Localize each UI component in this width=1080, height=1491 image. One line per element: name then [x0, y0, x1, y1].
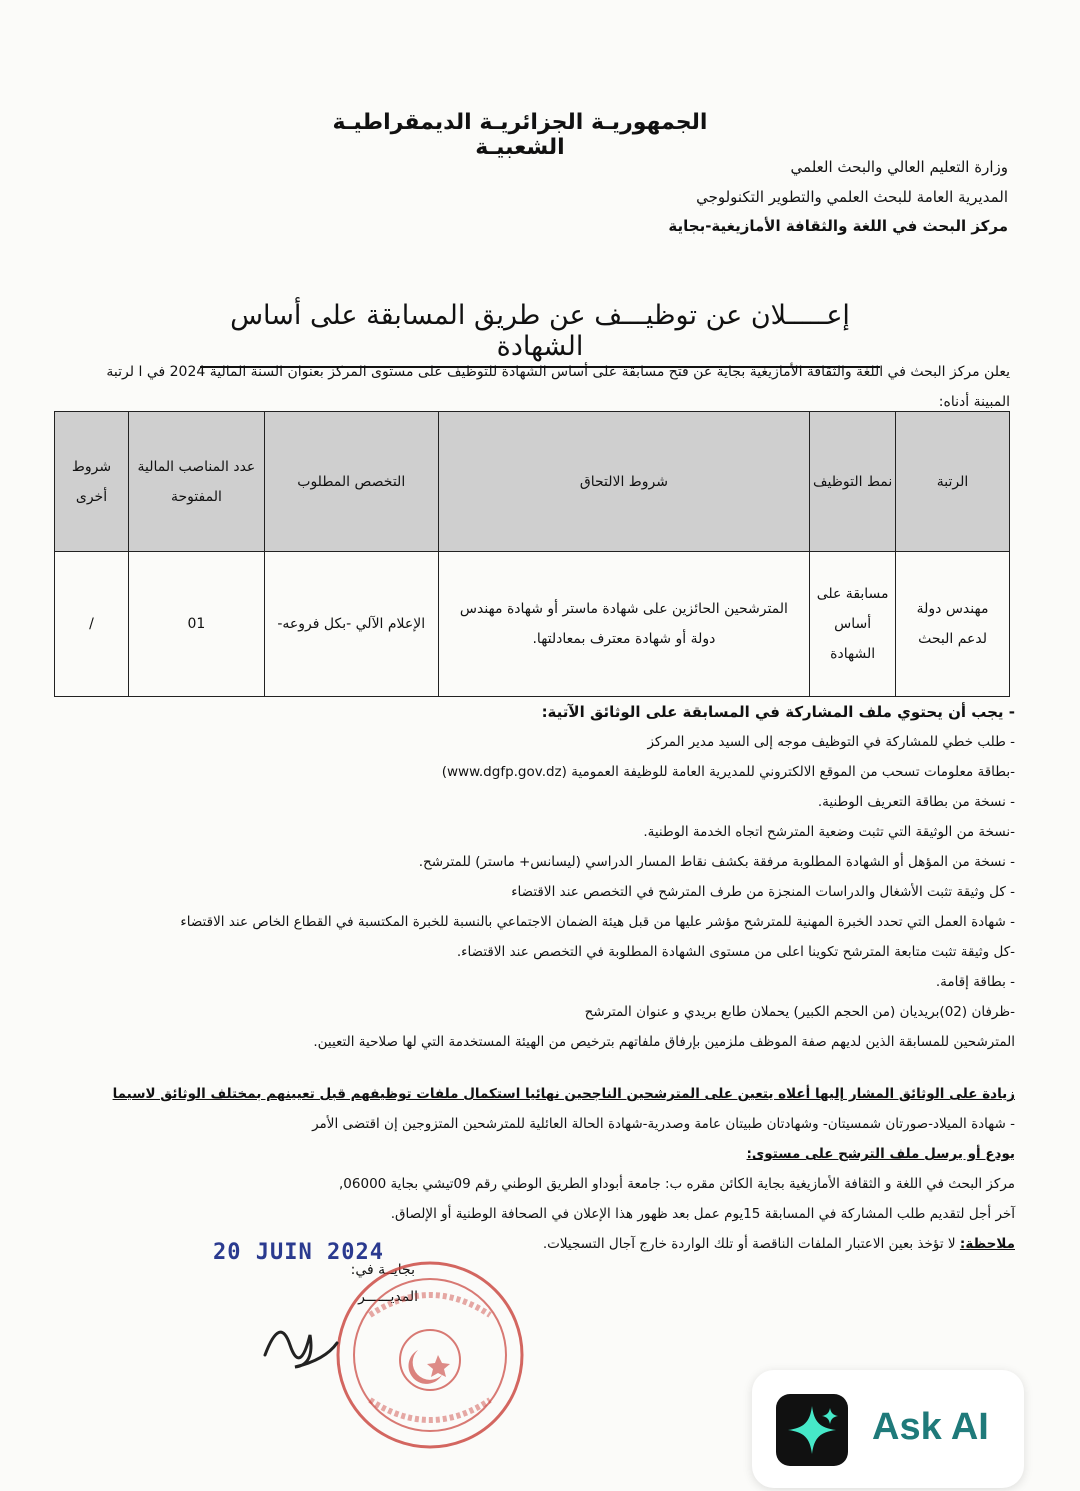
cell-line: لدعم البحث	[918, 631, 987, 647]
list-item: -ظرفان (02)بريديان (من الحجم الكبير) يحملان طابع بريدي و عنوان المترشح	[584, 1004, 1015, 1020]
cell-mode	[810, 552, 896, 697]
ask-ai-label: Ask AI	[872, 1406, 989, 1448]
header-positions	[128, 412, 264, 552]
center-name: مركز البحث في اللغة والثقافة الأمازيغية-بجاية	[668, 217, 1008, 235]
list-item: -نسخة من الوثيقة التي تثبت وضعية المترشح اتجاه الخدمة الوطنية.	[643, 824, 1015, 840]
cell-positions: 01	[128, 552, 264, 697]
list-item: المترشحين للمسابقة الذين لديهم صفة الموظف ملزمين بإرفاق ملفاتهم بترخيص من الهيئة المستخدمة التي لها صلاحية التعيين.	[313, 1034, 1015, 1050]
cell-line: دولة أو شهادة معترف بمعادلتها.	[532, 631, 716, 647]
header-rank: الرتبة	[896, 412, 1010, 552]
header-positions-line: المفتوحة	[170, 488, 222, 505]
header-other-line: أخرى	[75, 488, 108, 505]
list-item: - بطاقة إقامة.	[935, 974, 1015, 990]
table-row	[55, 552, 1010, 697]
intro-paragraph	[85, 357, 1010, 417]
cell-specialty: الإعلام الآلي -بكل فروعه-	[264, 552, 438, 697]
header-mode: نمط التوظيف	[810, 412, 896, 552]
list-item: -بطاقة معلومات تسحب من الموقع الالكتروني للمديرية العامة للوظيفة العمومية (www.dgfp.gov.dz)	[441, 764, 1015, 780]
requirements-heading: - يجب أن يحتوي ملف المشاركة في المسابقة على الوثائق الآتية:	[541, 703, 1015, 721]
header-other-line: شروط	[71, 458, 112, 475]
republic-title: الجمهوريـة الجزائريـة الديمقراطيـة الشعبيـة	[332, 110, 708, 160]
header-conditions: شروط الالتحاق	[438, 412, 810, 552]
positions-table	[54, 411, 1010, 697]
additional-item: - شهادة الميلاد-صورتان شمسيتان- وشهادتان طبيتان عامة وصدرية-شهادة الحالة العائلية للمترشحين المتزوجين إن اقتضى الأمر	[312, 1116, 1015, 1132]
additional-heading: زيادة على الوثائق المشار إليها أعلاه يتعين على المترشحين الناجحين نهائيا استكمال ملفات توظيفهم قبل تعيينهم بمختلف الوثائق لاسيما	[112, 1086, 1015, 1102]
ask-ai-button[interactable]	[752, 1370, 1024, 1488]
cell-line: أساس الشهادة	[830, 616, 876, 662]
list-item: -كل وثيقة تثبت متابعة المترشح تكوينا اعلى من مستوى الشهادة المطلوبة في التخصص عند الاقتضاء.	[456, 944, 1015, 960]
sparkle-icon	[776, 1394, 848, 1466]
cell-line: مهندس دولة	[916, 601, 989, 617]
table-header-row	[55, 412, 1010, 552]
cell-line: مسابقة على	[816, 586, 889, 602]
list-item: - شهادة العمل التي تحدد الخبرة المهنية للمترشح مؤشر عليها من قبل هيئة الضمان الاجتماعي بالنسبة للخبرة المكتسبة في القطاع الخاص عند الاقتضاء	[180, 914, 1015, 930]
directorate-name: المديرية العامة للبحث العلمي والتطوير التكنولوجي	[696, 188, 1008, 206]
signature-director: المديــــــر	[358, 1289, 418, 1305]
list-item: - نسخة من بطاقة التعريف الوطنية.	[817, 794, 1015, 810]
cell-rank	[896, 552, 1010, 697]
list-item: - نسخة من المؤهل أو الشهادة المطلوبة مرفقة بكشف نقاط المسار الدراسي (ليسانس+ ماستر) للمترشح.	[418, 854, 1015, 870]
cell-other: /	[55, 552, 129, 697]
intro-line: يعلن مركز البحث في اللغة والثقافة الأمازيغية بجاية عن فتح مسابقة على أساس الشهادة للتوظيف على مستوى المركز بعنوان السنة المالية 2024 في ا لرتبة	[106, 364, 1010, 380]
signature-city: بجايــة في:	[350, 1262, 415, 1278]
cell-line: المترشحين الحائزين على شهادة ماستر أو شهادة مهندس	[459, 601, 788, 617]
announcement-title: إعـــــلان عن توظيـــف عن طريق المسابقة على أساس الشهادة	[200, 300, 880, 368]
list-item: - كل وثيقة تثبت الأشغال والدراسات المنجزة من طرف المترشح في التخصص عند الاقتضاء	[511, 884, 1015, 900]
spacer	[80, 1057, 1015, 1079]
note-text: لا تؤخذ بعين الاعتبار الملفات الناقصة أو تلك الواردة خارج آجال التسجيلات.	[542, 1236, 956, 1252]
intro-line: المبينة أدناه:	[938, 394, 1010, 410]
signature-mark-icon	[255, 1305, 345, 1375]
date-stamp: 20 JUIN 2024	[213, 1240, 384, 1265]
official-seal-icon	[330, 1255, 530, 1455]
submission-deadline: آخر أجل لتقديم طلب المشاركة في المسابقة 15يوم عمل بعد ظهور هذا الإعلان في الصحافة الوطنية أو الإلصاق.	[390, 1206, 1015, 1222]
note-label: ملاحظة:	[959, 1236, 1015, 1252]
submission-address: مركز البحث في اللغة و الثقافة الأمازيغية بجاية الكائن مقره ب: جامعة أبوداو الطريق الوطني رقم 09تيشي بجاية 06000,	[339, 1176, 1015, 1192]
header-specialty: التخصص المطلوب	[264, 412, 438, 552]
header-positions-line: عدد المناصب المالية	[137, 458, 256, 475]
submission-heading: يودع أو يرسل ملف الترشح على مستوى:	[746, 1146, 1015, 1162]
list-item: - طلب خطي للمشاركة في التوظيف موجه إلى السيد مدير المركز	[647, 734, 1015, 750]
requirements-section	[80, 697, 1015, 1259]
cell-conditions	[438, 552, 810, 697]
ministry-name: وزارة التعليم العالي والبحث العلمي	[790, 158, 1008, 176]
header-other	[55, 412, 129, 552]
